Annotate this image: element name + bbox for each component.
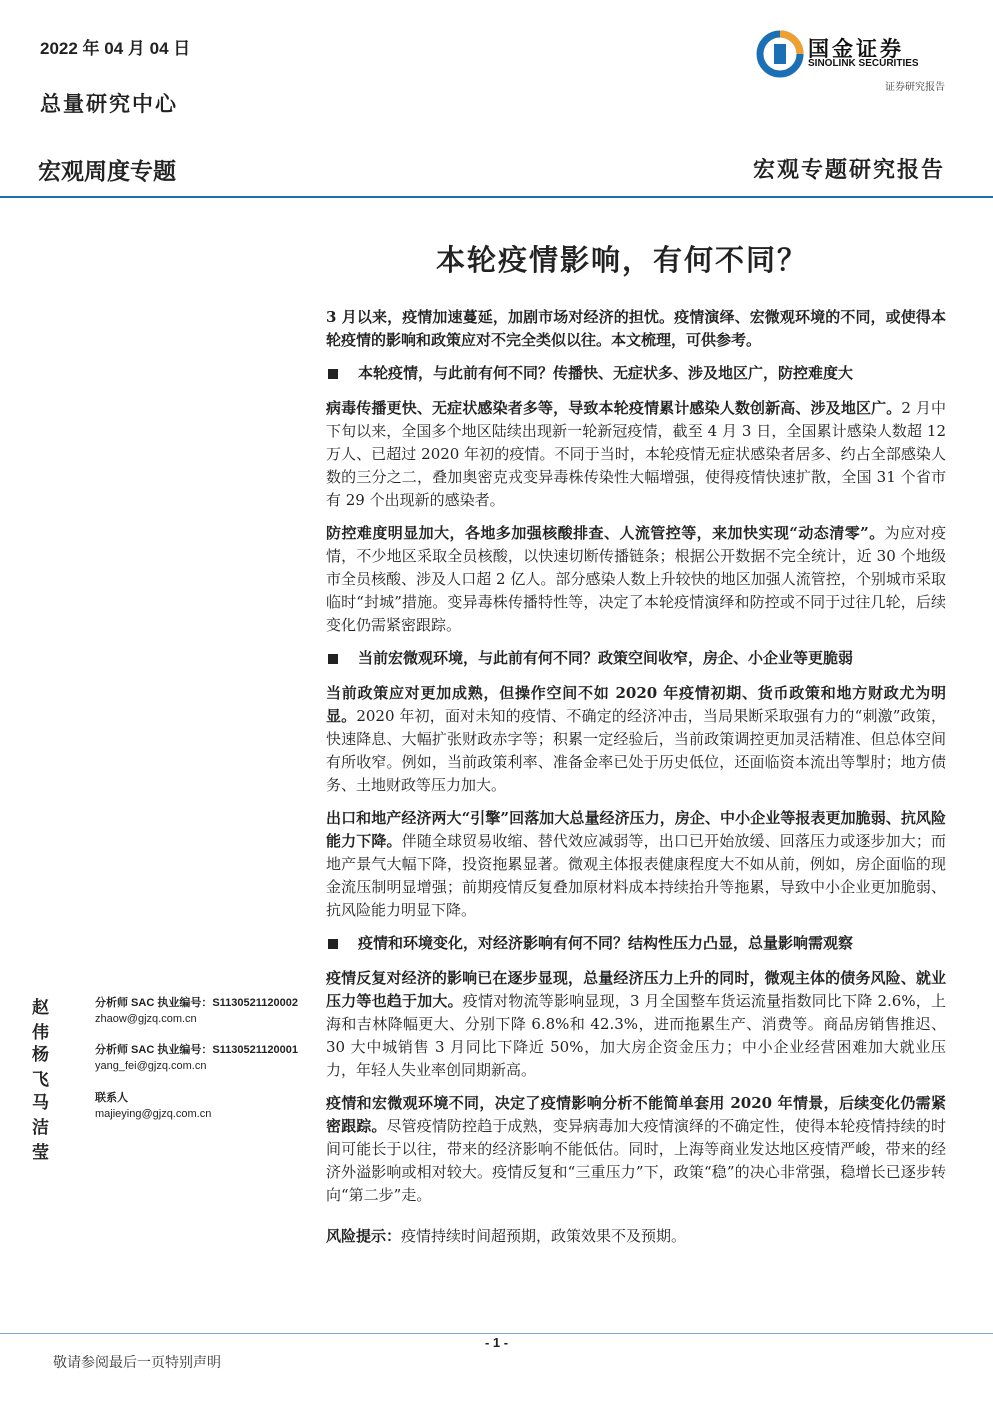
paragraph: 疫情和宏微观环境不同，决定了疫情影响分析不能简单套用 2020 年情景，后续变化仍需紧密跟踪。尽管疫情防控趋于成熟，变异病毒加大疫情演绎的不确定性，使得本轮疫情持续的时间可能长于以往，带来的经济影响不能低估。同时，上海等商业发达地区疫情严峻，带来的经济外溢影响或相对较大。疫情反复和“三重压力”下，政策“稳”的决心非常强，稳增长已逐步转向“第二步”走。 [326, 1094, 946, 1204]
report-date: 2022 年 04 月 04 日 [40, 39, 191, 58]
bullet-square-icon [328, 654, 338, 664]
analyst-role: 分析师 SAC 执业编号：S1130521120002 [95, 997, 298, 1009]
section-heading: 疫情和环境变化，对经济影响有何不同？结构性压力凸显，总量影响需观察 [326, 932, 946, 955]
report-type: 宏观专题研究报告 [752, 157, 945, 183]
risk-warning: 风险提示：疫情持续时间超预期，政策效果不及预期。 [326, 1227, 687, 1245]
logo-english-name: SINOLINK SECURITIES [808, 58, 919, 69]
analyst-role: 联系人 [95, 1092, 128, 1104]
analyst-email[interactable]: zhaow@gjzq.com.cn [95, 1013, 197, 1025]
footer-divider [0, 1333, 993, 1334]
analyst-name: 赵伟 [32, 998, 51, 1043]
bullet-square-icon [328, 939, 338, 949]
analyst-role: 分析师 SAC 执业编号：S1130521120001 [95, 1044, 298, 1056]
paragraph: 出口和地产经济两大“引擎”回落加大总量经济压力，房企、中小企业等报表更加脆弱、抗风险能力下降。伴随全球贸易收缩、替代效应减弱等，出口已开始放缓、回落压力或逐步加大；而地产景气大幅下降，投资拖累显著。微观主体报表健康程度大不如从前，例如，房企面临的现金流压制明显增强；前期疫情反复叠加原材料成本持续抬升等拖累，导致中小企业更加脆弱、抗风险能力明显下降。 [326, 809, 946, 919]
analyst-name: 马洁莹 [32, 1093, 51, 1163]
research-center-name: 总量研究中心 [40, 91, 178, 116]
summary: 3 月以来，疫情加速蔓延，加剧市场对经济的担忧。疫情演绎、宏微观环境的不同，或使得本轮疫情的影响和政策应对不完全类似以往。本文梳理，可供参考。 [326, 308, 946, 349]
report-body [326, 306, 946, 1258]
page-number: - 1 - [484, 1335, 509, 1350]
analyst-info [95, 1042, 298, 1074]
report-title: 本轮疫情影响，有何不同？ [435, 243, 808, 277]
paragraph: 防控难度明显加大，各地多加强核酸排查、人流管控等，来加快实现“动态清零”。为应对疫情，不少地区采取全员核酸，以快速切断传播链条；根据公开数据不完全统计，近 30 个地级市全员核酸、涉及人口超 2 亿人。部分感染人数上升较快的地区加强人流管控，个别城市采取临时“封城”措施。变异毒株传播特性等，决定了本轮疫情演绎和防控或不同于过往几轮，后续变化仍需紧密跟踪。 [326, 524, 946, 634]
sinolink-logo-icon [756, 30, 806, 80]
analyst-email[interactable]: yang_fei@gjzq.com.cn [95, 1060, 207, 1072]
paragraph: 当前政策应对更加成熟，但操作空间不如 2020 年疫情初期、货币政策和地方财政尤为明显。2020 年初，面对未知的疫情、不确定的经济冲击，当局果断采取强有力的“刺激”政策，快速降息、大幅扩张财政赤字等；积累一定经验后，当前政策调控更加灵活精准、但总体空间有所收窄。例如，当前政策利率、准备金率已处于历史低位，还面临资本流出等掣肘；地方债务、土地财政等压力加大。 [326, 684, 946, 794]
analyst-info [95, 995, 298, 1027]
header-divider [0, 196, 993, 198]
paragraph: 疫情反复对经济的影响已在逐步显现，总量经济压力上升的同时，微观主体的债务风险、就业压力等也趋于加大。疫情对物流等影响显现，3 月全国整车货运流量指数同比下降 2.6%，上海和吉林降幅更大、分别下降 6.8%和 42.3%，进而拖累生产、消费等。商品房销售推迟、30 大中城销售 3 月同比下降近 50%，加大房企资金压力；中小企业经营困难加大就业压力，年轻人失业率创同期新高。 [326, 969, 946, 1079]
disclaimer-note: 敬请参阅最后一页特别声明 [53, 1355, 221, 1371]
analyst-name: 杨飞 [32, 1045, 51, 1090]
paragraph: 病毒传播更快、无症状感染者多等，导致本轮疫情累计感染人数创新高、涉及地区广。2 月中下旬以来，全国多个地区陆续出现新一轮新冠疫情，截至 4 月 3 日，全国累计感染人数超 12 万人、已超过 2020 年初的疫情。不同于当时，本轮疫情无症状感染者居多、约占全部感染人数的三分之二，叠加奥密克戎变异毒株传染性大幅增强，使得疫情快速扩散，全国 31 个省市有 29 个出现新的感染者。 [326, 399, 947, 509]
logo-chinese-name: 国金证券 [808, 38, 904, 61]
analyst-email[interactable]: majieying@gjzq.com.cn [95, 1108, 212, 1120]
section-heading: 本轮疫情，与此前有何不同？传播快、无症状多、涉及地区广，防控难度大 [326, 362, 946, 385]
logo-subtitle: 证券研究报告 [885, 82, 945, 93]
report-series: 宏观周度专题 [38, 158, 176, 184]
bullet-square-icon [328, 369, 338, 379]
analyst-info [95, 1090, 211, 1122]
section-heading: 当前宏微观环境，与此前有何不同？政策空间收窄，房企、小企业等更脆弱 [326, 647, 946, 670]
